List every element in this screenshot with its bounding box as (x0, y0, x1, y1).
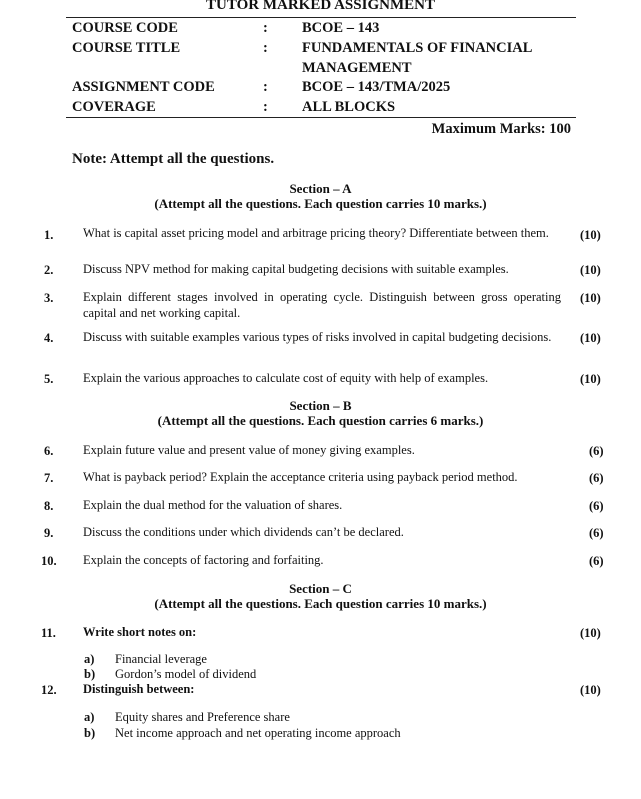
section-b-title: Section – B (289, 398, 352, 413)
question-text: What is payback period? Explain the acceptance criteria using payback period method. (83, 470, 518, 484)
sub-item-text: Net income approach and net operating income approach (115, 726, 401, 740)
question-text: Explain the various approaches to calculate cost of equity with help of examples. (83, 371, 489, 385)
question-number: 8. (44, 499, 54, 513)
question-marks: (10) (580, 683, 601, 697)
header-top-rule (66, 17, 576, 18)
assignment-title: TUTOR MARKED ASSIGNMENT (206, 0, 435, 13)
question-marks: (6) (589, 499, 604, 513)
assignment-code-colon: : (263, 79, 268, 95)
question-text: What is capital asset pricing model and arbitrage pricing theory? Differentiate between them. (83, 226, 549, 240)
question-number: 1. (44, 228, 54, 242)
question-number: 11. (41, 626, 56, 640)
section-a-title: Section – A (289, 181, 352, 196)
sub-item-label: a) (84, 710, 95, 724)
question-number: 6. (44, 444, 54, 458)
question-number: 5. (44, 372, 54, 386)
coverage-colon: : (263, 99, 268, 115)
course-code-label: COURSE CODE (72, 20, 178, 36)
section-b-subtitle: (Attempt all the questions. Each question carries 6 marks.) (157, 413, 484, 428)
question-marks: (6) (589, 444, 604, 458)
coverage-label: COVERAGE (72, 99, 156, 115)
course-code-value: BCOE – 143 (302, 20, 380, 36)
question-text: Write short notes on: (83, 625, 197, 639)
course-title-colon: : (263, 40, 268, 56)
header-bottom-rule (66, 117, 576, 118)
question-number: 10. (41, 554, 57, 568)
question-text: Discuss NPV method for making capital budgeting decisions with suitable examples. (83, 262, 509, 276)
sub-item-text: Financial leverage (115, 652, 207, 666)
question-marks: (10) (580, 228, 601, 242)
course-title-value-line2: MANAGEMENT (302, 60, 412, 76)
question-marks: (10) (580, 263, 601, 277)
question-text: Explain future value and present value of money giving examples. (83, 443, 415, 457)
question-text: Explain the concepts of factoring and forfaiting. (83, 553, 324, 567)
question-number: 3. (44, 291, 54, 305)
course-title-label: COURSE TITLE (72, 40, 181, 56)
question-number: 12. (41, 683, 57, 697)
question-marks: (10) (580, 291, 601, 305)
question-number: 2. (44, 263, 54, 277)
question-marks: (6) (589, 526, 604, 540)
question-number: 7. (44, 471, 54, 485)
maximum-marks: Maximum Marks: 100 (431, 121, 571, 137)
assignment-code-label: ASSIGNMENT CODE (72, 79, 215, 95)
coverage-value: ALL BLOCKS (302, 99, 396, 115)
question-marks: (6) (589, 554, 604, 568)
question-text: Discuss the conditions under which dividends can’t be declared. (83, 525, 404, 539)
question-marks: (6) (589, 471, 604, 485)
note: Note: Attempt all the questions. (72, 151, 275, 167)
question-text: Distinguish between: (83, 682, 195, 696)
section-c-subtitle: (Attempt all the questions. Each question carries 10 marks.) (154, 596, 487, 611)
question-marks: (10) (580, 626, 601, 640)
sub-item-text: Gordon’s model of dividend (115, 667, 257, 681)
section-a-subtitle: (Attempt all the questions. Each question carries 10 marks.) (154, 196, 487, 211)
course-code-colon: : (263, 20, 268, 36)
question-number: 9. (44, 526, 54, 540)
question-number: 4. (44, 331, 54, 345)
section-c-title: Section – C (289, 581, 352, 596)
question-text: Discuss with suitable examples various types of risks involved in capital budgeting decisions. (83, 330, 552, 344)
question-marks: (10) (580, 372, 601, 386)
question-text: Explain different stages involved in operating cycle. Distinguish between gross operating capital and net working capital. (83, 290, 561, 320)
question-text: Explain the dual method for the valuation of shares. (83, 498, 343, 512)
sub-item-label: a) (84, 652, 95, 666)
question-marks: (10) (580, 331, 601, 345)
sub-item-text: Equity shares and Preference share (115, 710, 290, 724)
sub-item-label: b) (84, 667, 96, 681)
assignment-code-value: BCOE – 143/TMA/2025 (302, 79, 451, 95)
sub-item-label: b) (84, 726, 96, 740)
course-title-value: FUNDAMENTALS OF FINANCIAL (302, 40, 533, 56)
